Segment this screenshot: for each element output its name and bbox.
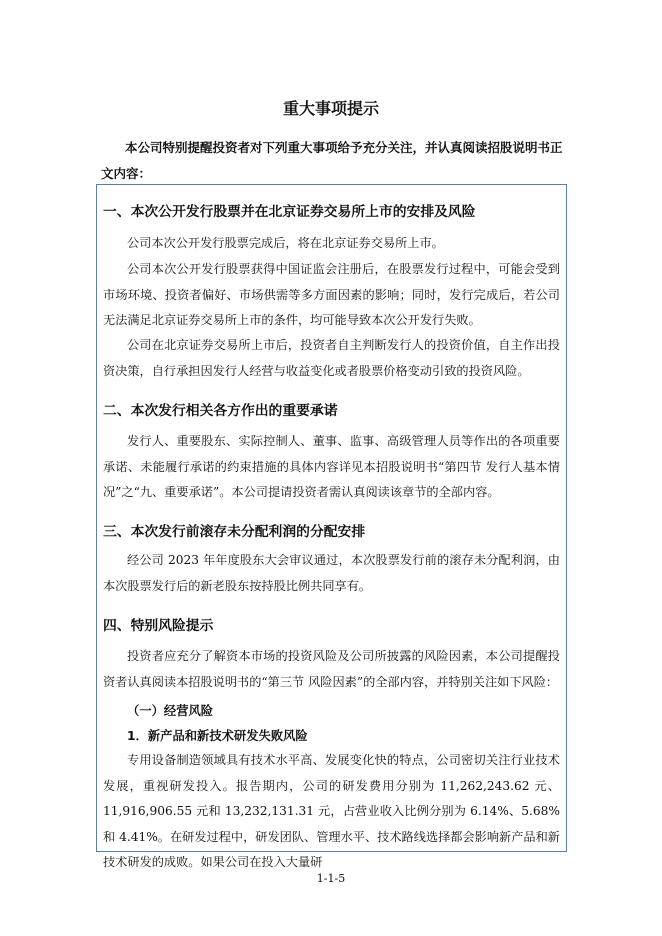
subsection-paragraph: 专用设备制造领域具有技术水平高、发展变化快的特点，公司密切关注行业技术发展，重视研发投入。报告期内，公司的研发费用分别为 11,262,243.62 元、11,916,906.55 元和 13,232,131.31 元，占营业收入比例分别为 6.14%、5.68%和 4.41%。在研发过程中，研发团队、管理水平、技术路线选择都会影响新产品和新技术研发的成败。如果公司在投入大量研 (103, 753, 560, 869)
section-2-paragraph-1: 发行人、重要股东、实际控制人、董事、监事、高级管理人员等作出的各项重要承诺、未能履行承诺的约束措施的具体内容详见本招股说明书“第四节 发行人基本情况”之“九、重要承诺”。本公司提请投资者需认真阅读该章节的全部内容。 (103, 434, 560, 499)
subsubsection-heading: 1．新产品和新技术研发失败风险 (127, 729, 308, 743)
section-1-heading: 一、本次公开发行股票并在北京证券交易所上市的安排及风险 (103, 204, 476, 220)
section-3-paragraph-1: 经公司 2023 年年度股东大会审议通过，本次股票发行前的滚存未分配利润，由本次股票发行后的新老股东按持股比例共同享有。 (103, 553, 560, 593)
section-1-paragraph-3: 公司在北京证券交易所上市后，投资者自主判断发行人的投资价值，自主作出投资决策，自行承担因发行人经营与收益变化或者股票价格变动引致的投资风险。 (103, 338, 560, 378)
notice-box (96, 184, 567, 869)
intro-paragraph: 本公司特别提醒投资者对下列重大事项给予充分关注，并认真阅读招股说明书正文内容： (101, 140, 563, 181)
page-title: 重大事项提示 (282, 99, 379, 118)
subsection-heading: （一）经营风险 (127, 704, 214, 718)
section-4-heading: 四、特别风险提示 (103, 618, 214, 634)
section-1-paragraph-1: 公司本次公开发行股票完成后，将在北京证券交易所上市。 (127, 236, 444, 250)
section-2-heading: 二、本次发行相关各方作出的重要承诺 (103, 403, 338, 419)
section-3-heading: 三、本次发行前滚存未分配利润的分配安排 (103, 524, 366, 540)
section-4-paragraph-1: 投资者应充分了解资本市场的投资风险及公司所披露的风险因素，本公司提醒投资者认真阅读本招股说明书的“第三节 风险因素”的全部内容，并特别关注如下风险： (103, 649, 560, 689)
page-number: 1-1-5 (316, 872, 346, 885)
section-1-paragraph-2: 公司本次公开发行股票获得中国证监会注册后，在股票发行过程中，可能会受到市场环境、投资者偏好、市场供需等多方面因素的影响；同时，发行完成后，若公司无法满足北京证券交易所上市的条件，均可能导致本次公开发行失败。 (103, 262, 560, 327)
